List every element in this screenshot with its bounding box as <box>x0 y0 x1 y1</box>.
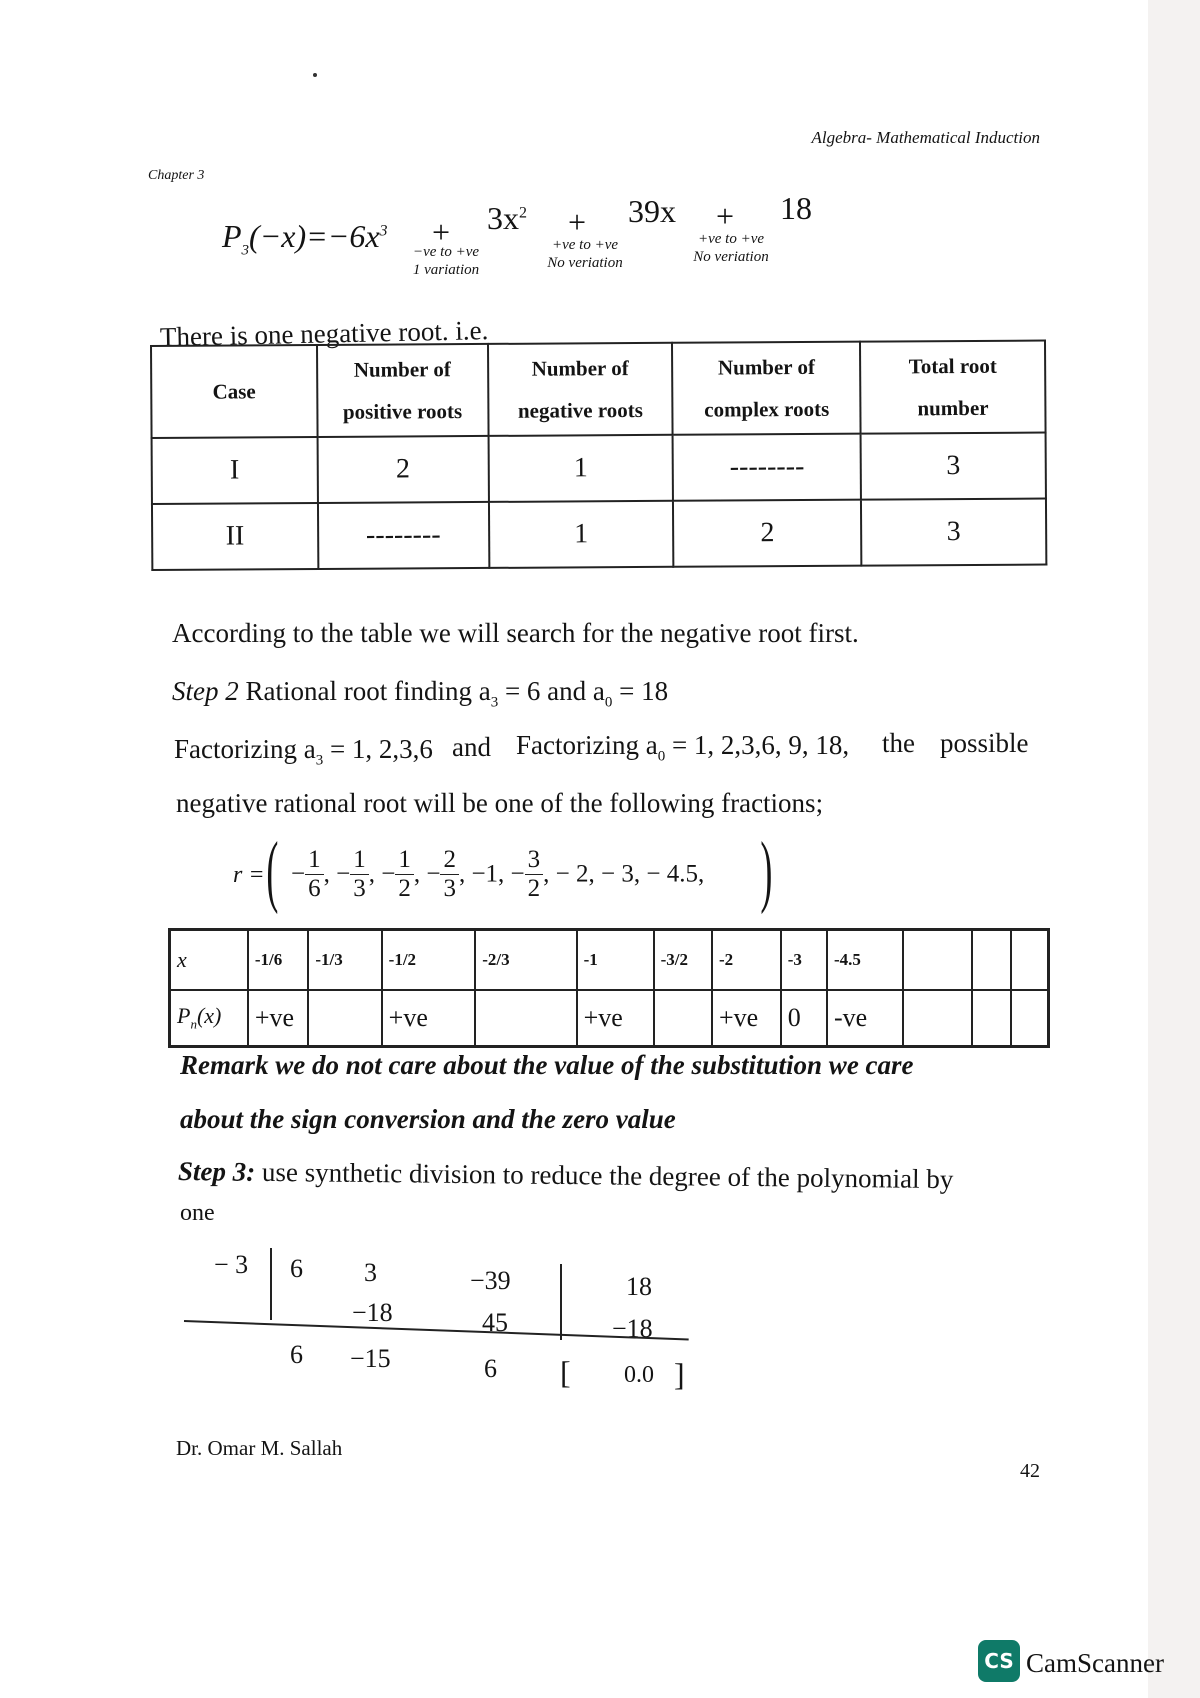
p-cell: 0 <box>781 990 827 1047</box>
header-negative-roots: Number of negative roots <box>488 343 673 436</box>
syn-divisor: − 3 <box>214 1250 249 1279</box>
cell-negative: 1 <box>488 435 673 502</box>
p-cell <box>1011 990 1049 1047</box>
factorizing-the: the <box>882 728 915 758</box>
p-cell <box>972 990 1011 1047</box>
syn-coefficient: 18 <box>626 1272 652 1301</box>
syn-divider-left <box>270 1248 272 1320</box>
syn-product: −18 <box>352 1298 393 1327</box>
polynomial-plus-3: + <box>716 198 735 234</box>
cell-total: 3 <box>861 433 1046 500</box>
factorizing-and: and <box>452 732 491 762</box>
sign-note-2: +ve to +ve No veriation <box>547 237 623 271</box>
candidate-roots <box>233 827 793 916</box>
syn-result: 6 <box>290 1340 303 1369</box>
fraction: $\frac{2}{3}$ <box>440 846 459 903</box>
cell-case: I <box>152 437 318 504</box>
x-cell <box>1011 930 1049 991</box>
step3-continuation: one <box>180 1200 215 1226</box>
step2-line: Step 2 Rational root finding $a_3 = 6$ and $a_0 = 18$ <box>172 676 669 711</box>
header-chapter: Chapter 3 <box>148 168 205 183</box>
p-cell <box>903 990 972 1047</box>
x-cell: -2 <box>712 930 781 991</box>
syn-coefficient: 6 <box>290 1254 303 1283</box>
p-label: $P_n(x)$ <box>170 990 248 1047</box>
table-row <box>152 499 1046 570</box>
x-cell <box>972 930 1011 991</box>
remark-line-2: about the sign conversion and the zero value <box>180 1104 676 1134</box>
fraction: $\frac{1}{2}$ <box>395 846 414 903</box>
x-cell: -3 <box>781 930 827 991</box>
polynomial-term-3: 39x <box>628 193 676 229</box>
substitution-table <box>168 928 1050 1048</box>
negative-fractions-line: negative rational root will be one of the following fractions; <box>176 788 824 818</box>
footer-author: Dr. Omar M. Sallah <box>176 1436 343 1460</box>
x-cell: -1/2 <box>382 930 476 991</box>
p-cell <box>475 990 576 1047</box>
factorizing-a0: Factorizing $a_0 = 1$, 2,3,6, 9, 18, <box>516 730 850 765</box>
x-label: x <box>170 930 248 991</box>
cell-negative: 1 <box>489 501 674 568</box>
polynomial-plus-1: + <box>432 214 451 250</box>
scan-dot <box>313 73 317 77</box>
header-positive-roots: Number of positive roots <box>317 344 489 437</box>
x-cell: -1/6 <box>248 930 308 991</box>
table-row <box>152 433 1046 504</box>
x-values-row <box>170 930 1049 991</box>
syn-remainder-close: ] <box>674 1356 685 1392</box>
fraction: $\frac{1}{6}$ <box>305 846 324 903</box>
p-cell <box>308 990 381 1047</box>
cell-complex: 2 <box>673 500 861 567</box>
syn-result: 6 <box>484 1354 497 1383</box>
r-label: r = <box>233 862 265 888</box>
cell-positive: -------- <box>318 502 489 569</box>
cell-case: II <box>152 503 318 570</box>
fraction: $\frac{3}{2}$ <box>525 846 544 903</box>
cell-positive: 2 <box>317 436 488 503</box>
polynomial-plus-2: + <box>568 204 587 240</box>
x-cell: -2/3 <box>475 930 576 991</box>
x-cell: -1/3 <box>308 930 381 991</box>
intro-text: There is one negative root. i.e. <box>159 315 489 352</box>
camscanner-watermark: CamScanner <box>1026 1648 1164 1678</box>
right-paren: ) <box>760 827 773 915</box>
header-case: Case <box>151 345 317 438</box>
sign-note-3: +ve to +ve No veriation <box>693 231 769 265</box>
root-cases-table <box>150 340 1047 571</box>
syn-coefficient: −39 <box>470 1266 511 1295</box>
fraction-sequence: − $\frac{1}{6}$ , − $\frac{1}{3}$ , − $\frac{1}{2}$ , − $\frac{2}{3}$ , −1, − $\frac{3}{2}$ , − 2, − 3, − 4.5, <box>291 846 705 902</box>
p-cell: +ve <box>248 990 308 1047</box>
header-total-roots: Total root number <box>860 341 1045 434</box>
p-cell: +ve <box>382 990 476 1047</box>
p-values-row <box>170 990 1049 1047</box>
x-cell: -1 <box>577 930 654 991</box>
p-cell: -ve <box>827 990 904 1047</box>
p-cell: +ve <box>712 990 781 1047</box>
syn-remainder-open: [ <box>560 1354 571 1390</box>
sign-note-1: −ve to +ve 1 variation <box>412 244 480 278</box>
cell-total: 3 <box>861 499 1046 566</box>
x-cell: -4.5 <box>827 930 904 991</box>
fraction: $\frac{1}{3}$ <box>350 846 369 903</box>
header-complex-roots: Number of complex roots <box>672 342 860 435</box>
according-text: According to the table we will search for the negative root first. <box>172 618 859 648</box>
x-cell: -3/2 <box>654 930 712 991</box>
syn-product: −18 <box>612 1314 653 1343</box>
camscanner-logo-icon: CS <box>978 1640 1020 1682</box>
factorizing-possible: possible <box>940 728 1029 758</box>
remark-line-1: Remark we do not care about the value of the substitution we care <box>180 1050 914 1080</box>
syn-result: −15 <box>350 1344 391 1373</box>
left-paren: ( <box>266 827 279 915</box>
x-cell <box>903 930 972 991</box>
scan-edge-shadow <box>1148 0 1200 1698</box>
p-cell <box>654 990 712 1047</box>
polynomial-term-2: $3x^2$ <box>487 200 527 236</box>
syn-product: 45 <box>482 1308 508 1337</box>
syn-remainder: 0.0 <box>624 1362 654 1388</box>
cell-complex: -------- <box>673 434 861 501</box>
factorizing-a3: Factorizing $a_3 = 1$, 2,3,6 <box>174 734 433 769</box>
syn-divider-right <box>560 1264 562 1340</box>
p-cell: +ve <box>577 990 654 1047</box>
polynomial-term-4: 18 <box>780 190 812 226</box>
page-number: 42 <box>1020 1460 1040 1482</box>
polynomial-lhs: $P_3(-x)=-6x^3$ <box>222 218 388 259</box>
step3-line: Step 3: use synthetic division to reduce the degree of the polynomial by <box>177 1156 954 1195</box>
syn-coefficient: 3 <box>364 1258 377 1287</box>
header-book-title: Algebra- Mathematical Induction <box>811 128 1040 147</box>
